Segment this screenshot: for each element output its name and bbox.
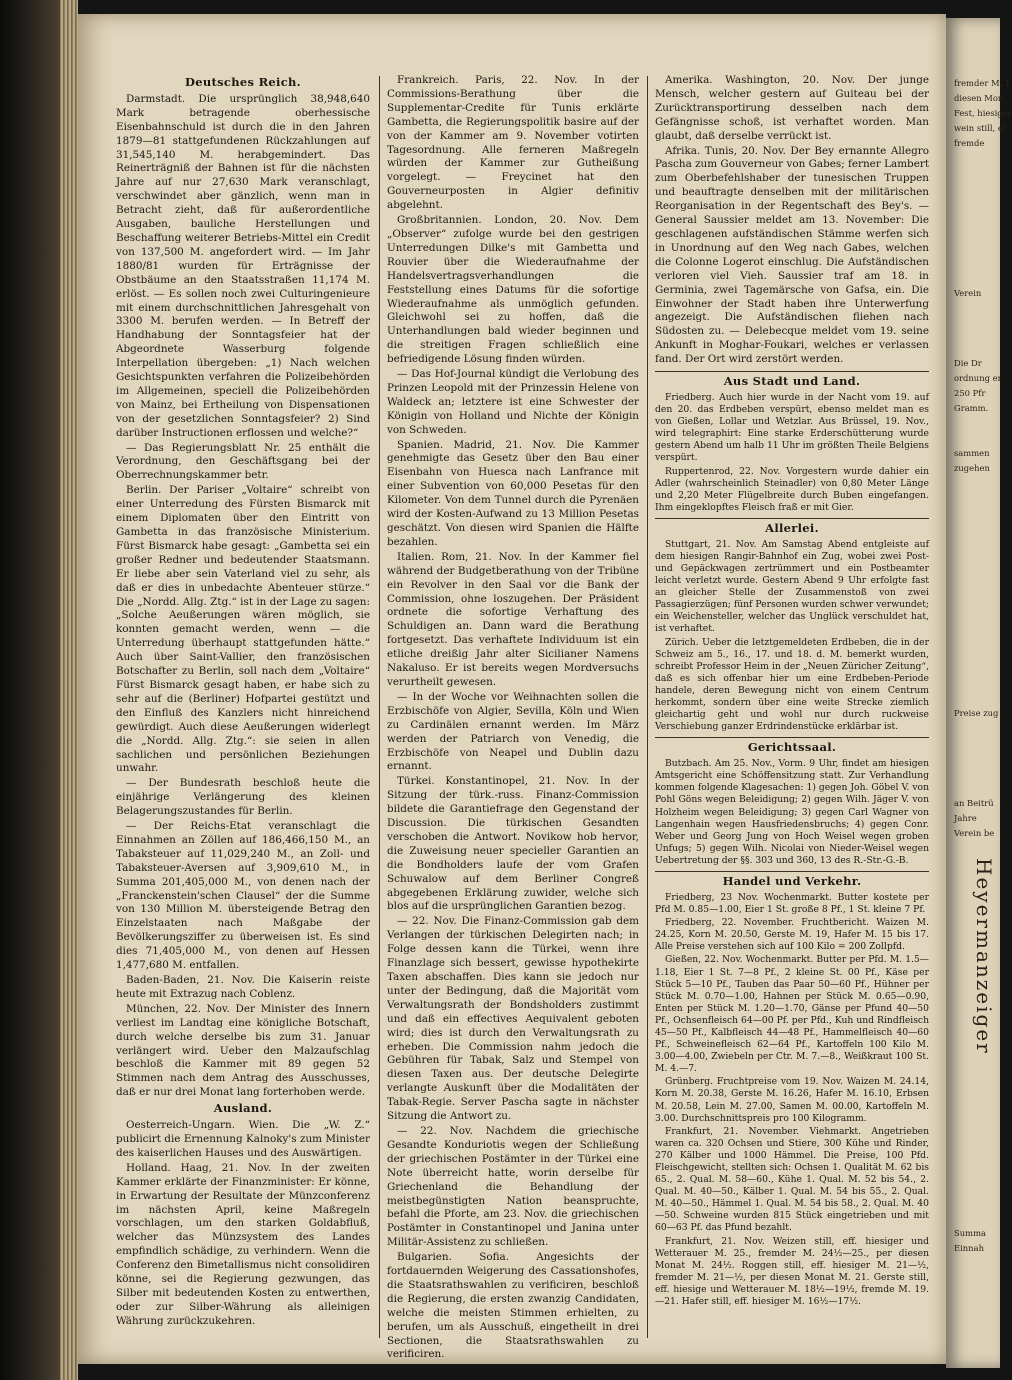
article-griechische-postaemter: — 22. Nov. Nachdem die griechische Gesandte Konduriotis wegen der Schließung der griechischen Postämter in der Türkei eine Note überreicht hatte, worin derselbe für Griechenland die Behandlung der meistbegünstigten Nation beanspruchte, befahl die Pforte, am 23. Nov. die griechischen Postämter in Constantinopel und Janina unter Militär-Assistenz zu schließen. (387, 1124, 639, 1249)
page-edges (60, 0, 78, 1380)
column-rule (379, 76, 380, 1338)
article-stuttgart: Stuttgart, 21. Nov. Am Samstag Abend entgleiste auf dem hiesigen Rangir-Bahnhof ein Zug, wobei zwei Post- und Gepäckwagen zertrümmert und ein Postbeamter leicht verletzt wurde. Gestern Abend 9 Uhr erfolgte fast an gleicher Stelle der Zusammenstoß von zwei Passagierzügen; fünf Personen wurden schwer verwundet; ein Weichensteller, welcher das Unglück verschuldet hat, ist verhaftet. (655, 538, 929, 635)
article-muenchen: München, 22. Nov. Der Minister des Innern verliest im Landtag eine königliche Botschaft, durch welche derselbe bis zum 31. Januar verlängert wird. Ueber den Malzaufschlag beschloß die Kammer mit 89 gegen 52 Stimmen nach dem Antrag des Ausschusses, daß er nur drei Monat lang forterhoben werde. (116, 1002, 370, 1099)
article-grossbritannien: Großbritannien. London, 20. Nov. Dem „Observer“ zufolge wurde bei den gestrigen Unterredungen Dilke's mit Gambetta und Rouvier über die Wiederaufnahme der Handelsvertragsverhandlungen die Feststellung eines Datums für die sofortige Wiederaufnahme als unmöglich gefunden. Gleichwohl sei zu hoffen, daß die Unterhandlungen bald wieder beginnen und die streitigen Fragen schließlich eine befriedigende Lösung finden würden. (387, 214, 639, 366)
section-heading-stadt-und-land: Aus Stadt und Land. (723, 374, 861, 389)
article-amerika: Amerika. Washington, 20. Nov. Der junge Mensch, welcher gestern auf Guiteau bei der Zurücktransportirung desselben nach dem Gefängnisse schoß, ist verhaftet worden. Man glaubt, daß derselbe verrückt ist. (655, 74, 929, 142)
article-reichs-etat: — Der Reichs-Etat veranschlagt die Einnahmen an Zöllen auf 186,466,150 M., an Tabaksteuer auf 11,029,240 M., an Zoll- und Tabaksteuer-Aversen auf 3,909,610 M., in Summa 201,405,000 M., von denen nach der „Franckenstein'schen Clausel“ der die Summe von 130 Million M. übersteigende Betrag den Einzelstaaten nach Maßgabe der Bevölkerungsziffer zu überweisen ist. Es sind dies 71,405,000 M., von denen auf Hessen 1,477,680 M. entfallen. (116, 820, 370, 972)
adjacent-page-snippet: sammen (954, 448, 990, 458)
adjacent-page-snippet: Die Dr (954, 358, 982, 368)
adjacent-page-snippet: diesen Mon (954, 93, 1004, 103)
adjacent-page-snippet: fremde (954, 138, 985, 148)
adjacent-page-snippet: Preise zug (954, 708, 999, 718)
adjacent-page-snippet: Jahre (954, 813, 977, 823)
column-rule (647, 76, 648, 1338)
adjacent-page-snippet: zugehen (954, 463, 990, 473)
article-butzbach: Butzbach. Am 25. Nov., Vorm. 9 Uhr, findet am hiesigen Amtsgericht eine Schöffensitzung statt. Zur Verhandlung kommen folgende Klagesachen: 1) gegen Joh. Göbel V. von Pohl Göns wegen Beleidigung; 2) gegen Wilh. Jäger V. von Holzheim wegen Beleidigung; 3) gegen Carl Wagner von Langenhain wegen Hausfriedensbruchs; 4) gegen Conr. Weber und Georg Jung von Hoch Weisel wegen groben Unfugs; 5) gegen Wilh. Nicolai von Nieder-Weisel wegen Uebertretung der §§. 303 und 360, 13 des R.-Str.-G.-B. (655, 758, 929, 866)
market-friedberg-fruchtbericht: Friedberg, 22. November. Fruchtbericht. Waizen M. 24.25, Korn M. 20.50, Gerste M. 19, Hafer M. 15 bis 17. Alle Preise verstehen sich auf 100 Kilo = 200 Zollpfd. (655, 917, 929, 953)
market-frankfurt-getreide: Frankfurt, 21. Nov. Weizen still, eff. hiesiger und Wetterauer M. 25., fremder M. 24½—25., per diesen Monat M. 24½. Roggen still, eff. hiesiger M. 21—½, fremder M. 21—½, per diesen Monat M. 21. Gerste still, eff. hiesige und Wetterauer M. 18½—19½, fremde M. 19.—21. Hafer still, eff. hiesiger M. 16½—17½. (655, 1235, 929, 1308)
market-friedberg-wochenmarkt: Friedberg, 23 Nov. Wochenmarkt. Butter kostete per Pfd M. 0.85—1.00, Eier 1 St. große 8 Pf., 1 St. kleine 7 Pf. (655, 891, 929, 916)
article-tuerkei: Türkei. Konstantinopel, 21. Nov. In der Sitzung der türk.-russ. Finanz-Commission bildete die Garantiefrage den Gegenstand der Discussion. Die türkischen Gesandten verschoben die Antwort. Novikow hob hervor, die Zuweisung neuer specieller Garantien an die Bondholders laufe der vom Grafen Schuwalow auf dem Berliner Congreß abgegebenen Erklärung zuwider, welche sich blos auf die ursprünglichen Garantien bezog. (387, 775, 639, 913)
section-heading-gerichtssaal: Gerichtssaal. (747, 740, 837, 755)
article-afrika: Afrika. Tunis, 20. Nov. Der Bey ernannte Allegro Pascha zum Gouverneur von Gabes; ferner Lambert zum Oberbefehlshaber der tunesischen Truppen und beauftragte denselben mit der militärischen Reorganisation in der Regentschaft des Bey's. — General Saussier meldet am 13. November: Die geschlagenen aufständischen Stämme werfen sich in Unordnung auf den Weg nach Gabes, welchen die Colonne Logerot einschlug. Die Aufständischen verloren viel Vieh. Saussier traf am 18. in Germinia, zwei Tagemärsche von Gafsa, ein. Die Einwohner der Stadt haben ihre Unterwerfung angezeigt. Die Aufständischen fliehen nach Südosten zu. — Delebecque meldet vom 19. seine Ankunft in Moghar-Foukari, welches er verlassen fand. Der Ort wird zerstört werden. (655, 144, 929, 366)
article-bulgarien: Bulgarien. Sofia. Angesichts der fortdauernden Weigerung des Cassationshofes, die Staatsrathswahlen zu verificiren, beschloß die Regierung, die ersten zwanzig Candidaten, welche die meisten Stimmen erhielten, zu berufen, um als Ausschuß, eingetheilt in drei Sectionen, die Staatsrathswahlen zu verificiren. (387, 1251, 639, 1361)
column-1 (116, 74, 370, 1339)
article-baden-baden: Baden-Baden, 21. Nov. Die Kaiserin reiste heute mit Extrazug nach Coblenz. (116, 974, 370, 1000)
section-heading-ausland: Ausland. (213, 1101, 273, 1116)
market-frankfurt-viehmarkt: Frankfurt, 21. November. Viehmarkt. Angetrieben waren ca. 320 Ochsen und Stiere, 300 Kühe und Rinder, 270 Kälber und 1000 Hämmel. Die Preise, 100 Pfd. Fleischgewicht, stellten sich: Ochsen 1. Qualität M. 62 bis 65., 2. Qual. M. 58—60., Kühe 1. Qual. M. 52 bis 54., 2. Qual. M. 40—50., Kälber 1. Qual. M. 54 bis 55., 2. Qual. M. 40—50., Hämmel 1. Qual. M. 54 bis 58., 2. Qual. M. 40—50. Schweine wurden 815 Stück eingetrieben und mit 60—63 Pf. das Pfund bezahlt. (655, 1125, 929, 1234)
column-2 (387, 74, 639, 1361)
article-italien: Italien. Rom, 21. Nov. In der Kammer fiel während der Budgetberathung von der Tribüne ein Revolver in den Saal vor die Bank der Commission, ohne loszugehen. Der Präsident ordnete die sofortige Verhaftung des Schuldigen an. Dann ward die Berathung fortgesetzt. Das verhaftete Individuum ist ein etliche dreißig Jahr alter Sicilianer Namens Nakaluso. Er ist bereits wegen Mordversuchs verurtheilt gewesen. (387, 550, 639, 688)
adjacent-page-snippet: wein still, ef (954, 123, 1006, 133)
adjacent-page-snippet: 250 Pfr (954, 388, 986, 398)
adjacent-page-snippet: an Beitrü (954, 798, 994, 808)
article-darmstadt: Darmstadt. Die ursprünglich 38,948,640 Mark betragende oberhessische Eisenbahnschuld ist durch die in den Jahren 1879—81 stattgefundenen Rückzahlungen auf 31,545,140 M. herabgemindert. Das Reinerträgniß der Bahnen ist für die nächsten Jahre auf nur 27,630 Mark veranschlagt, verschwindet aber gänzlich, wenn man in Betracht zieht, daß für außerordentliche Ausgaben, bauliche Herstellungen und Beschaffung weiterer Betriebs-Mittel ein Credit von 137,500 M. angefordert wird. — Im Jahr 1880/81 wurden für Erträgnisse der Obstbäume an den Staatsstraßen 11,174 M. erlöst. — Es sollen noch zwei Culturingenieure mit einem durchschnittlichen Jahresgehalt von 3300 M. berufen werden. — In Betreff der Handhabung der Sonntagsfeier hat der Abgeordnete Wasserburg folgende Interpellation übergeben: „1) Nach welchen Gesichtspunkten verfahren die Polizeibehörden im Allgemeinen, speciell die Polizeibehörden von Mainz, bei Ertheilung von Dispensationen von der gesetzlichen Sonntagsfeier? 2) Sind darüber Instructionen erflossen und welche?“ (116, 92, 370, 439)
newspaper-page (78, 14, 946, 1364)
article-frankreich: Frankreich. Paris, 22. Nov. In der Commissions-Berathung über die Supplementar-Credite für Tunis erklärte Gambetta, die Regierungspolitik basire auf der von der Kammer am 9. November votirten Tagesordnung. Alle ferneren Maßregeln würden der Kammer zur Gutheißung vorgelegt. — Freycinet hat den Gouverneurposten in Algier definitiv abgelehnt. (387, 74, 639, 212)
market-giessen: Gießen, 22. Nov. Wochenmarkt. Butter per Pfd. M. 1.5—1.18, Eier 1 St. 7—8 Pf., 2 kleine St. 00 Pf., Käse per Stück 5—10 Pf., Tauben das Paar 50—60 Pf., Hühner per Stück M. 0.70—1.00, Hahnen per Stück M. 0.65—0.90, Enten per Stück M. 1.20—1.70, Gänse per Pfund 40—50 Pf., Ochsenfleisch 64—00 Pf. per Pfd., Kuh und Rindfleisch 45—50 Pf., Kalbfleisch 44—48 Pf., Hammelfleisch 40—60 Pf., Schweinefleisch 62—64 Pf., Kartoffeln 100 Kilo M. 3.00—4.00, Zwiebeln per Ctr. M. 7.—8., Weißkraut 100 St. M. 4.—7. (655, 954, 929, 1075)
adjacent-page-fragment (946, 18, 1012, 1368)
market-gruenberg: Grünberg. Fruchtpreise vom 19. Nov. Waizen M. 24.14, Korn M. 20.38, Gerste M. 16.26, Hafer M. 16.10, Erbsen M. 20.58, Lein M. 27.00, Samen M. 00.00, Kartoffeln M. 3.00. Durchschnittspreis pro 100 Kilogramm. (655, 1076, 929, 1124)
article-bundesrath: — Der Bundesrath beschloß heute die einjährige Verlängerung des kleinen Belagerungszustandes für Berlin. (116, 777, 370, 818)
adjacent-page-snippet: Summa (954, 1228, 987, 1238)
adjacent-page-snippet: Einnah (954, 1243, 984, 1253)
book-binding (0, 0, 78, 1380)
adjacent-page-snippet: fremder M. 1 (954, 78, 1011, 88)
article-friedberg-erdbeben: Friedberg. Auch hier wurde in der Nacht vom 19. auf den 20. das Erdbeben verspürt, ebenso meldet man es von Gießen, Lollar und Wetzlar. Aus Brüssel, 19. Nov., wird telegraphirt: Eine starke Erderschütterung wurde gestern Abend um halb 11 Uhr im größten Theile Belgiens verspürt. (655, 391, 929, 464)
adjacent-page-snippet: Gramm. (954, 403, 989, 413)
article-cardinaele: — In der Woche vor Weihnachten sollen die Erzbischöfe von Algier, Sevilla, Köln und Wien zu Cardinälen ernannt werden. Im März werden der Patriarch von Venedig, die Erzbischöfe von Neapel und Dublin dazu ernannt. (387, 690, 639, 773)
section-divider (655, 871, 929, 872)
section-divider (655, 518, 929, 519)
article-berlin-voltaire: Berlin. Der Pariser „Voltaire“ schreibt von einer Unterredung des Fürsten Bismarck mit einem Diplomaten über den Eintritt von Gambetta in das französische Ministerium. Fürst Bismarck habe gesagt: „Gambetta sei ein großer Redner und bedeutender Staatsmann. Er liebe aber sein Vaterland viel zu sehr, als daß er dies in unbedachte Abenteuer stürze.“ Die „Nordd. Allg. Ztg.“ ist in der Lage zu sagen: „Solche Aeußerungen wären möglich, sie konnten gemacht werden, wenn — die Unterredung überhaupt stattgefunden hätte.“ Auch über Saint-Vallier, den französischen Botschafter zu Berlin, soll nach dem „Voltaire“ Fürst Bismarck gesagt haben, er habe sich zu sehr auf die (Berliner) Hofpartei gestützt und den Einfluß des Kanzlers nicht hinreichend gewürdigt. Auch diese Aeußerungen widerlegt die „Nordd. Allg. Ztg.“: sie seien in allen sachlichen und persönlichen Beziehungen unwahr. (116, 484, 370, 775)
article-holland: Holland. Haag, 21. Nov. In der zweiten Kammer erklärte der Finanzminister: Er könne, in Erwartung der Resultate der Münzconferenz im nächsten April, keine Maßregeln vorschlagen, um den starken Goldabfluß, welcher das Münzsystem des Landes empfindlich schädige, zu verhindern. Wenn die Conferenz den Bimetallismus nicht consolidiren könne, sei die Regierung gezwungen, das Silber mit bedeutenden Kosten zu entwerthen, oder zur Silber-Währung als alleinigen Währung zurückzukehren. (116, 1161, 370, 1327)
section-divider (655, 737, 929, 738)
article-hof-journal: — Das Hof-Journal kündigt die Verlobung des Prinzen Leopold mit der Prinzessin Helene von Waldeck an; letztere ist eine Schwester der Königin von Holland und Nichte der Königin von Schweden. (387, 368, 639, 436)
column-3 (655, 74, 929, 1339)
section-heading-handel-und-verkehr: Handel und Verkehr. (722, 874, 862, 889)
article-zuerich: Zürich. Ueber die letztgemeldeten Erdbeben, die in der Schweiz am 5., 16., 17. und 18. d. M. bemerkt wurden, schreibt Professor Heim in der „Neuen Züricher Zeitung“, daß es sich offenbar hier um eine Erdbeben-Periode handele, deren Bewegung nicht von einem Centrum herkommt, sondern über eine weite Strecke ziemlich gleichartig geht und wohl nur durch ruckweise Verschiebung ganzer Erdrindenstücke erklärbar ist. (655, 636, 929, 733)
article-oesterreich: Oesterreich-Ungarn. Wien. Die „W. Z.“ publicirt die Ernennung Kalnoky's zum Minister des kaiserlichen Hauses und des Auswärtigen. (116, 1119, 370, 1159)
section-heading-deutsches-reich: Deutsches Reich. (184, 75, 301, 89)
adjacent-page-snippet: Verein (954, 288, 982, 298)
article-regierungsblatt: — Das Regierungsblatt Nr. 25 enthält die Verordnung, den Geschäftsgang bei der Oberrechnungskammer betr. (116, 441, 370, 482)
article-spanien: Spanien. Madrid, 21. Nov. Die Kammer genehmigte das Gesetz über den Bau einer Eisenbahn von Huesca nach Lanfrance mit einer Subvention von 60,000 Pesetas für den Kilometer. Von dem Tunnel durch die Pyrenäen wird der Kosten-Aufwand zu 13 Million Pesetas geschätzt. Von diesen wird Spanien die Hälfte bezahlen. (387, 438, 639, 548)
adjacent-page-snippet: Fest, hiesiger (954, 108, 1012, 118)
adjacent-page-snippet: ordnung er (954, 373, 1002, 383)
section-divider (655, 371, 929, 372)
article-finanz-commission: — 22. Nov. Die Finanz-Commission gab dem Verlangen der türkischen Delegirten nach; in Folge dessen kann die Türkei, wenn ihre Finanzlage sich bessert, gewisse hypothekirte Taxen abschaffen. Dies kann sie jedoch nur unter der Bedingung, daß die Majorität vom Verwaltungsrath der Bondsholders zustimmt und daß ein effectives Aequivalent geboten wird; dies ist durch den Verwaltungsrath zu erheben. Die Commission nahm jedoch die Gebühren für Tabak, Salz und Stempel von diesen Taxen aus. Der deutsche Delegirte verlangte Auskunft über die Modalitäten der Tabak-Regie. Server Pascha sagte in nächster Sitzung die Antwort zu. (387, 915, 639, 1123)
section-heading-allerlei: Allerlei. (765, 520, 819, 535)
adjacent-page-vertical-title: Heyermanzeiger (972, 858, 996, 1055)
article-ruppertenrod: Ruppertenrod, 22. Nov. Vorgestern wurde dahier ein Adler (wahrscheinlich Steinadler) von 0,80 Meter Länge und 2,20 Meter Flügelbreite durch Buben eingefangen. Ihm eingeklopftes Fleisch fraß er mit Gier. (655, 465, 929, 513)
adjacent-page-snippet: Verein be (954, 828, 995, 838)
